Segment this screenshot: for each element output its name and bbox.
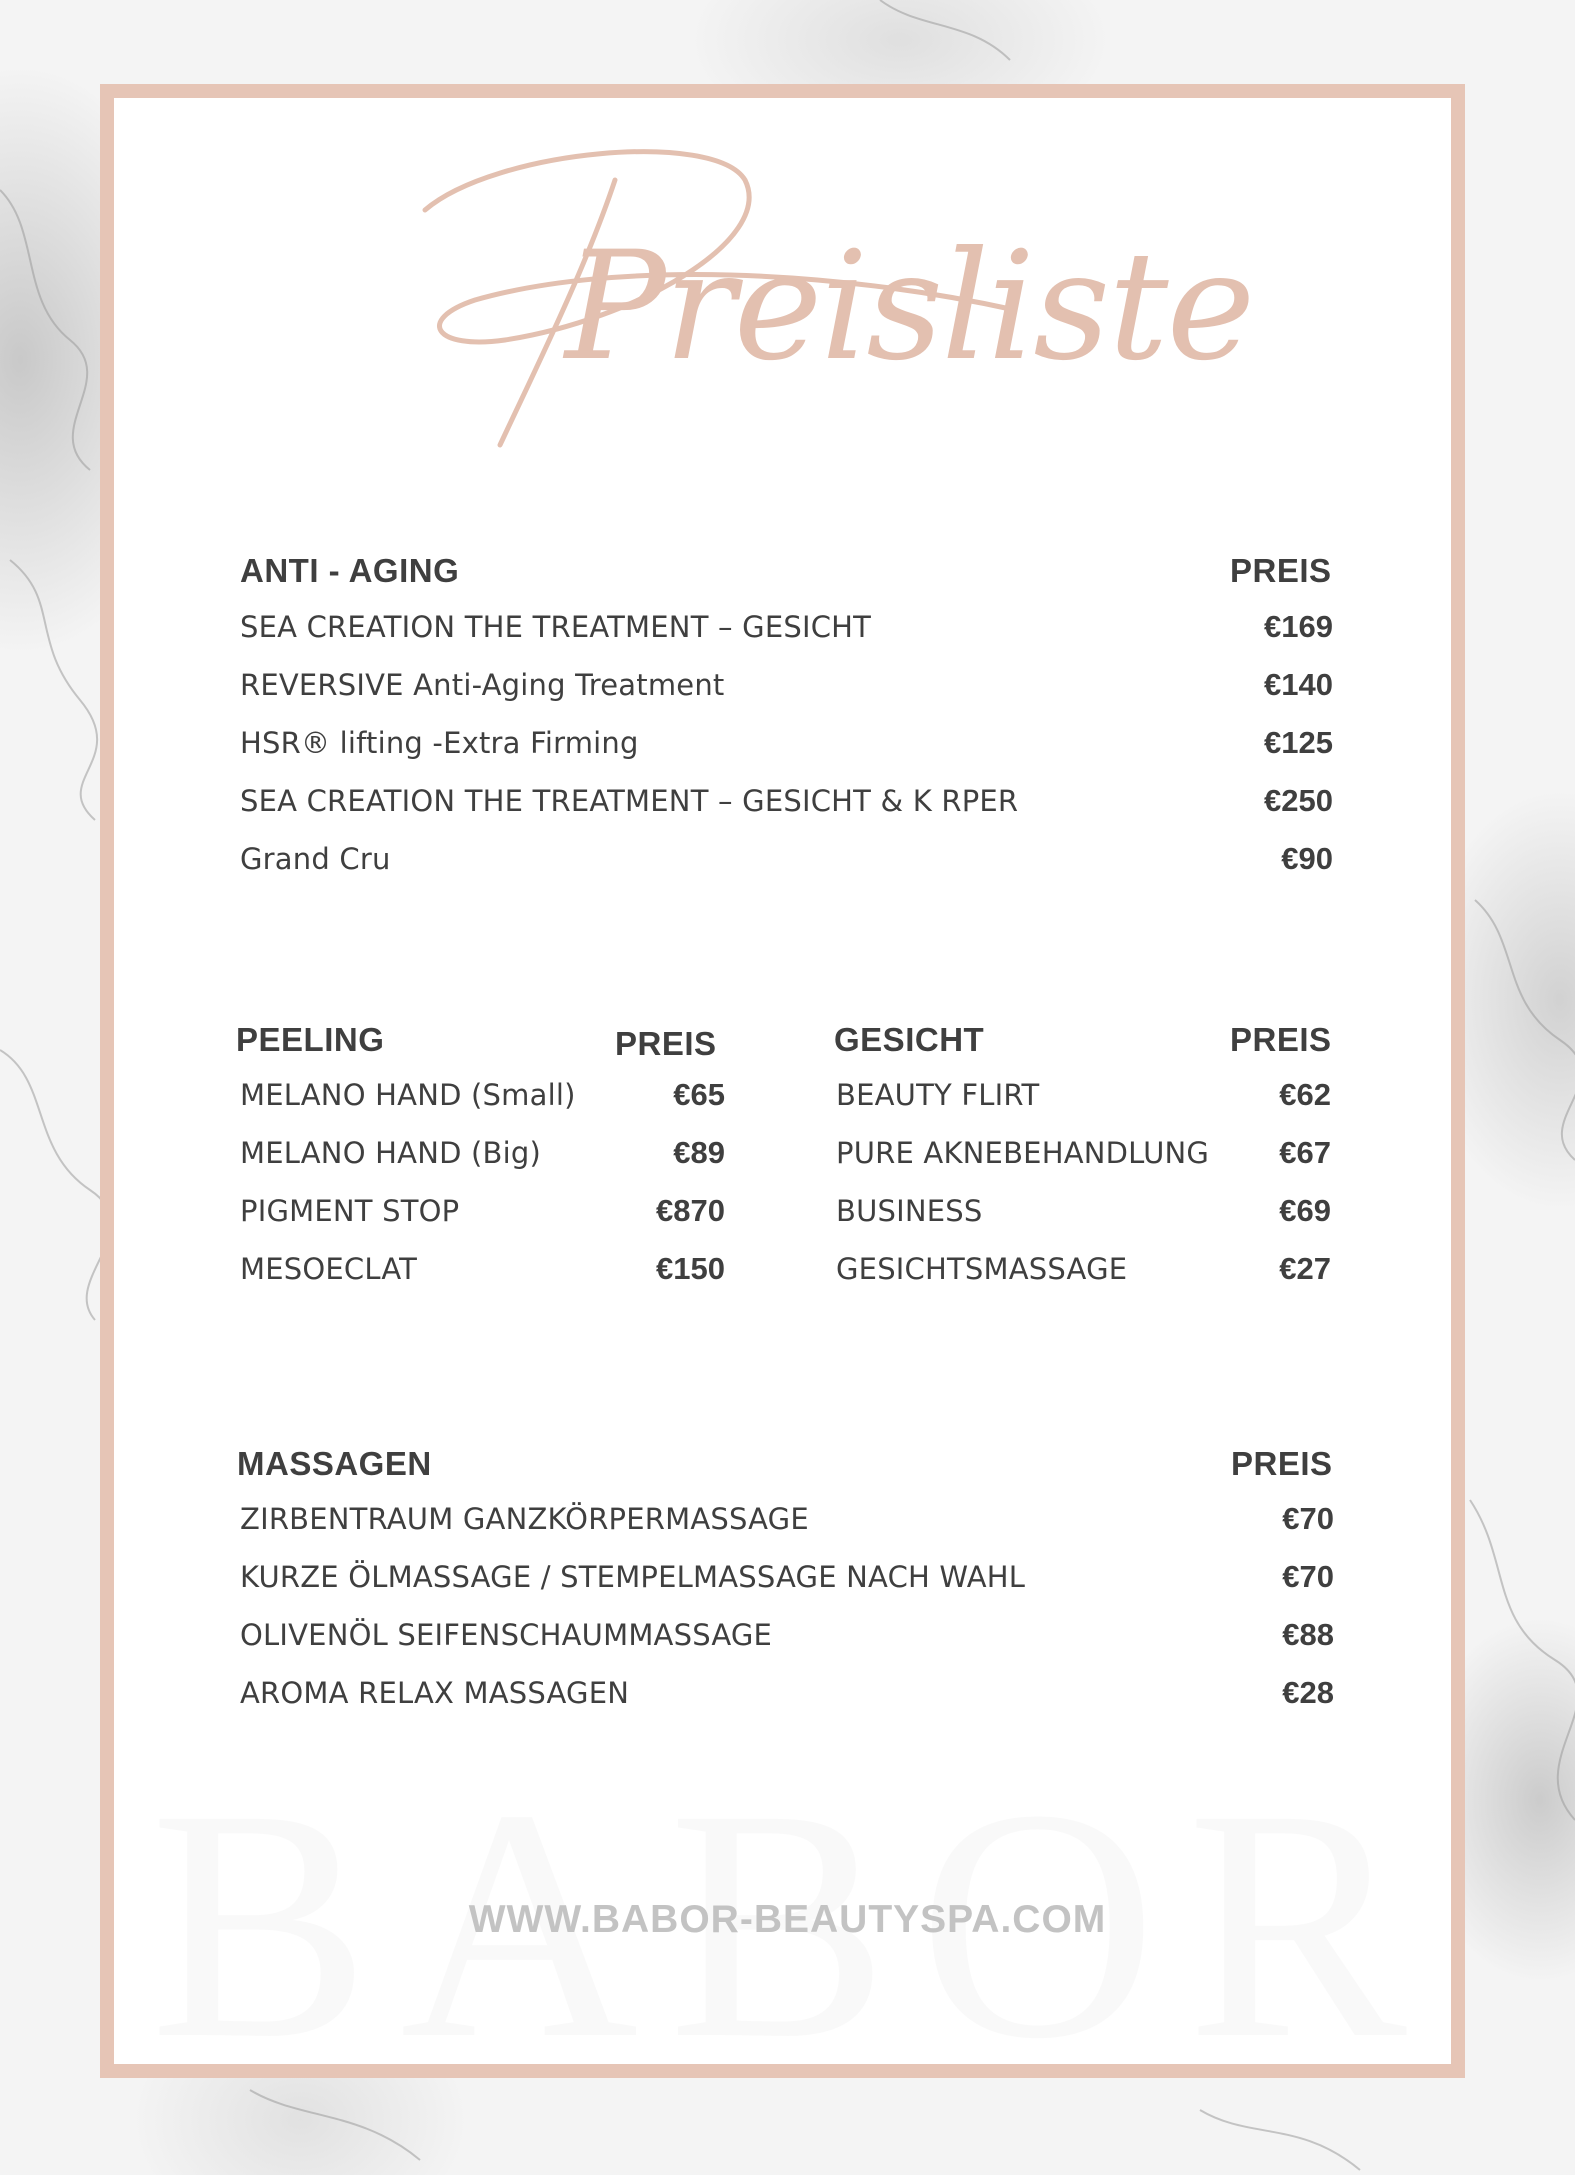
title-block [415,140,1254,460]
list-item-name: PIGMENT STOP [240,1194,460,1228]
list-item-name: OLIVENÖL SEIFENSCHAUMMASSAGE [240,1618,773,1652]
list-item-price: €28 [1282,1675,1334,1710]
list-item-name: REVERSIVE Anti-Aging Treatment [240,668,725,702]
section-heading: MASSAGEN [237,1445,432,1482]
page-title: Preisliste [565,220,1254,394]
list-item-price: €69 [1279,1193,1331,1228]
list-item-name: ZIRBENTRAUM GANZKÖRPERMASSAGE [240,1502,809,1536]
price-heading: PREIS [1230,552,1332,589]
list-item-price: €150 [656,1251,725,1286]
list-item-price: €70 [1282,1501,1334,1536]
price-heading: PREIS [615,1025,717,1062]
list-item-price: €125 [1264,725,1333,760]
list-item-name: KURZE ÖLMASSAGE / STEMPELMASSAGE NACH WAHL [240,1560,1026,1594]
list-item-name: BUSINESS [836,1194,983,1228]
website-link[interactable]: WWW.BABOR-BEAUTYSPA.COM [468,1898,1107,1941]
list-item-price: €89 [673,1135,725,1170]
price-heading: PREIS [1231,1445,1333,1482]
list-item-price: €65 [673,1077,725,1112]
list-item-price: €27 [1279,1251,1331,1286]
list-item-name: AROMA RELAX MASSAGEN [240,1676,630,1710]
section-heading: ANTI - AGING [240,552,460,589]
section-heading: GESICHT [834,1021,985,1058]
list-item-name: SEA CREATION THE TREATMENT – GESICHT & K RPER [240,784,1019,818]
price-heading: PREIS [1230,1021,1332,1058]
list-item-price: €169 [1264,609,1333,644]
list-item-name: SEA CREATION THE TREATMENT – GESICHT [240,610,872,644]
list-item-name: PURE AKNEBEHANDLUNG [836,1136,1210,1170]
list-item-name: Grand Cru [240,842,391,876]
list-item-price: €62 [1279,1077,1331,1112]
list-item-price: €250 [1264,783,1333,818]
list-item-name: MELANO HAND (Small) [240,1078,576,1112]
list-item-price: €70 [1282,1559,1334,1594]
list-item-price: €88 [1282,1617,1334,1652]
section-heading: PEELING [236,1021,385,1058]
list-item-price: €140 [1264,667,1333,702]
list-item-name: MESOECLAT [240,1252,418,1286]
list-item-name: HSR® lifting -Extra Firming [240,726,639,760]
list-item-price: €90 [1281,841,1333,876]
list-item-price: €67 [1279,1135,1331,1170]
list-item-name: MELANO HAND (Big) [240,1136,542,1170]
list-item-name: GESICHTSMASSAGE [836,1252,1128,1286]
list-item-price: €870 [656,1193,725,1228]
list-item-name: BEAUTY FLIRT [836,1078,1040,1112]
